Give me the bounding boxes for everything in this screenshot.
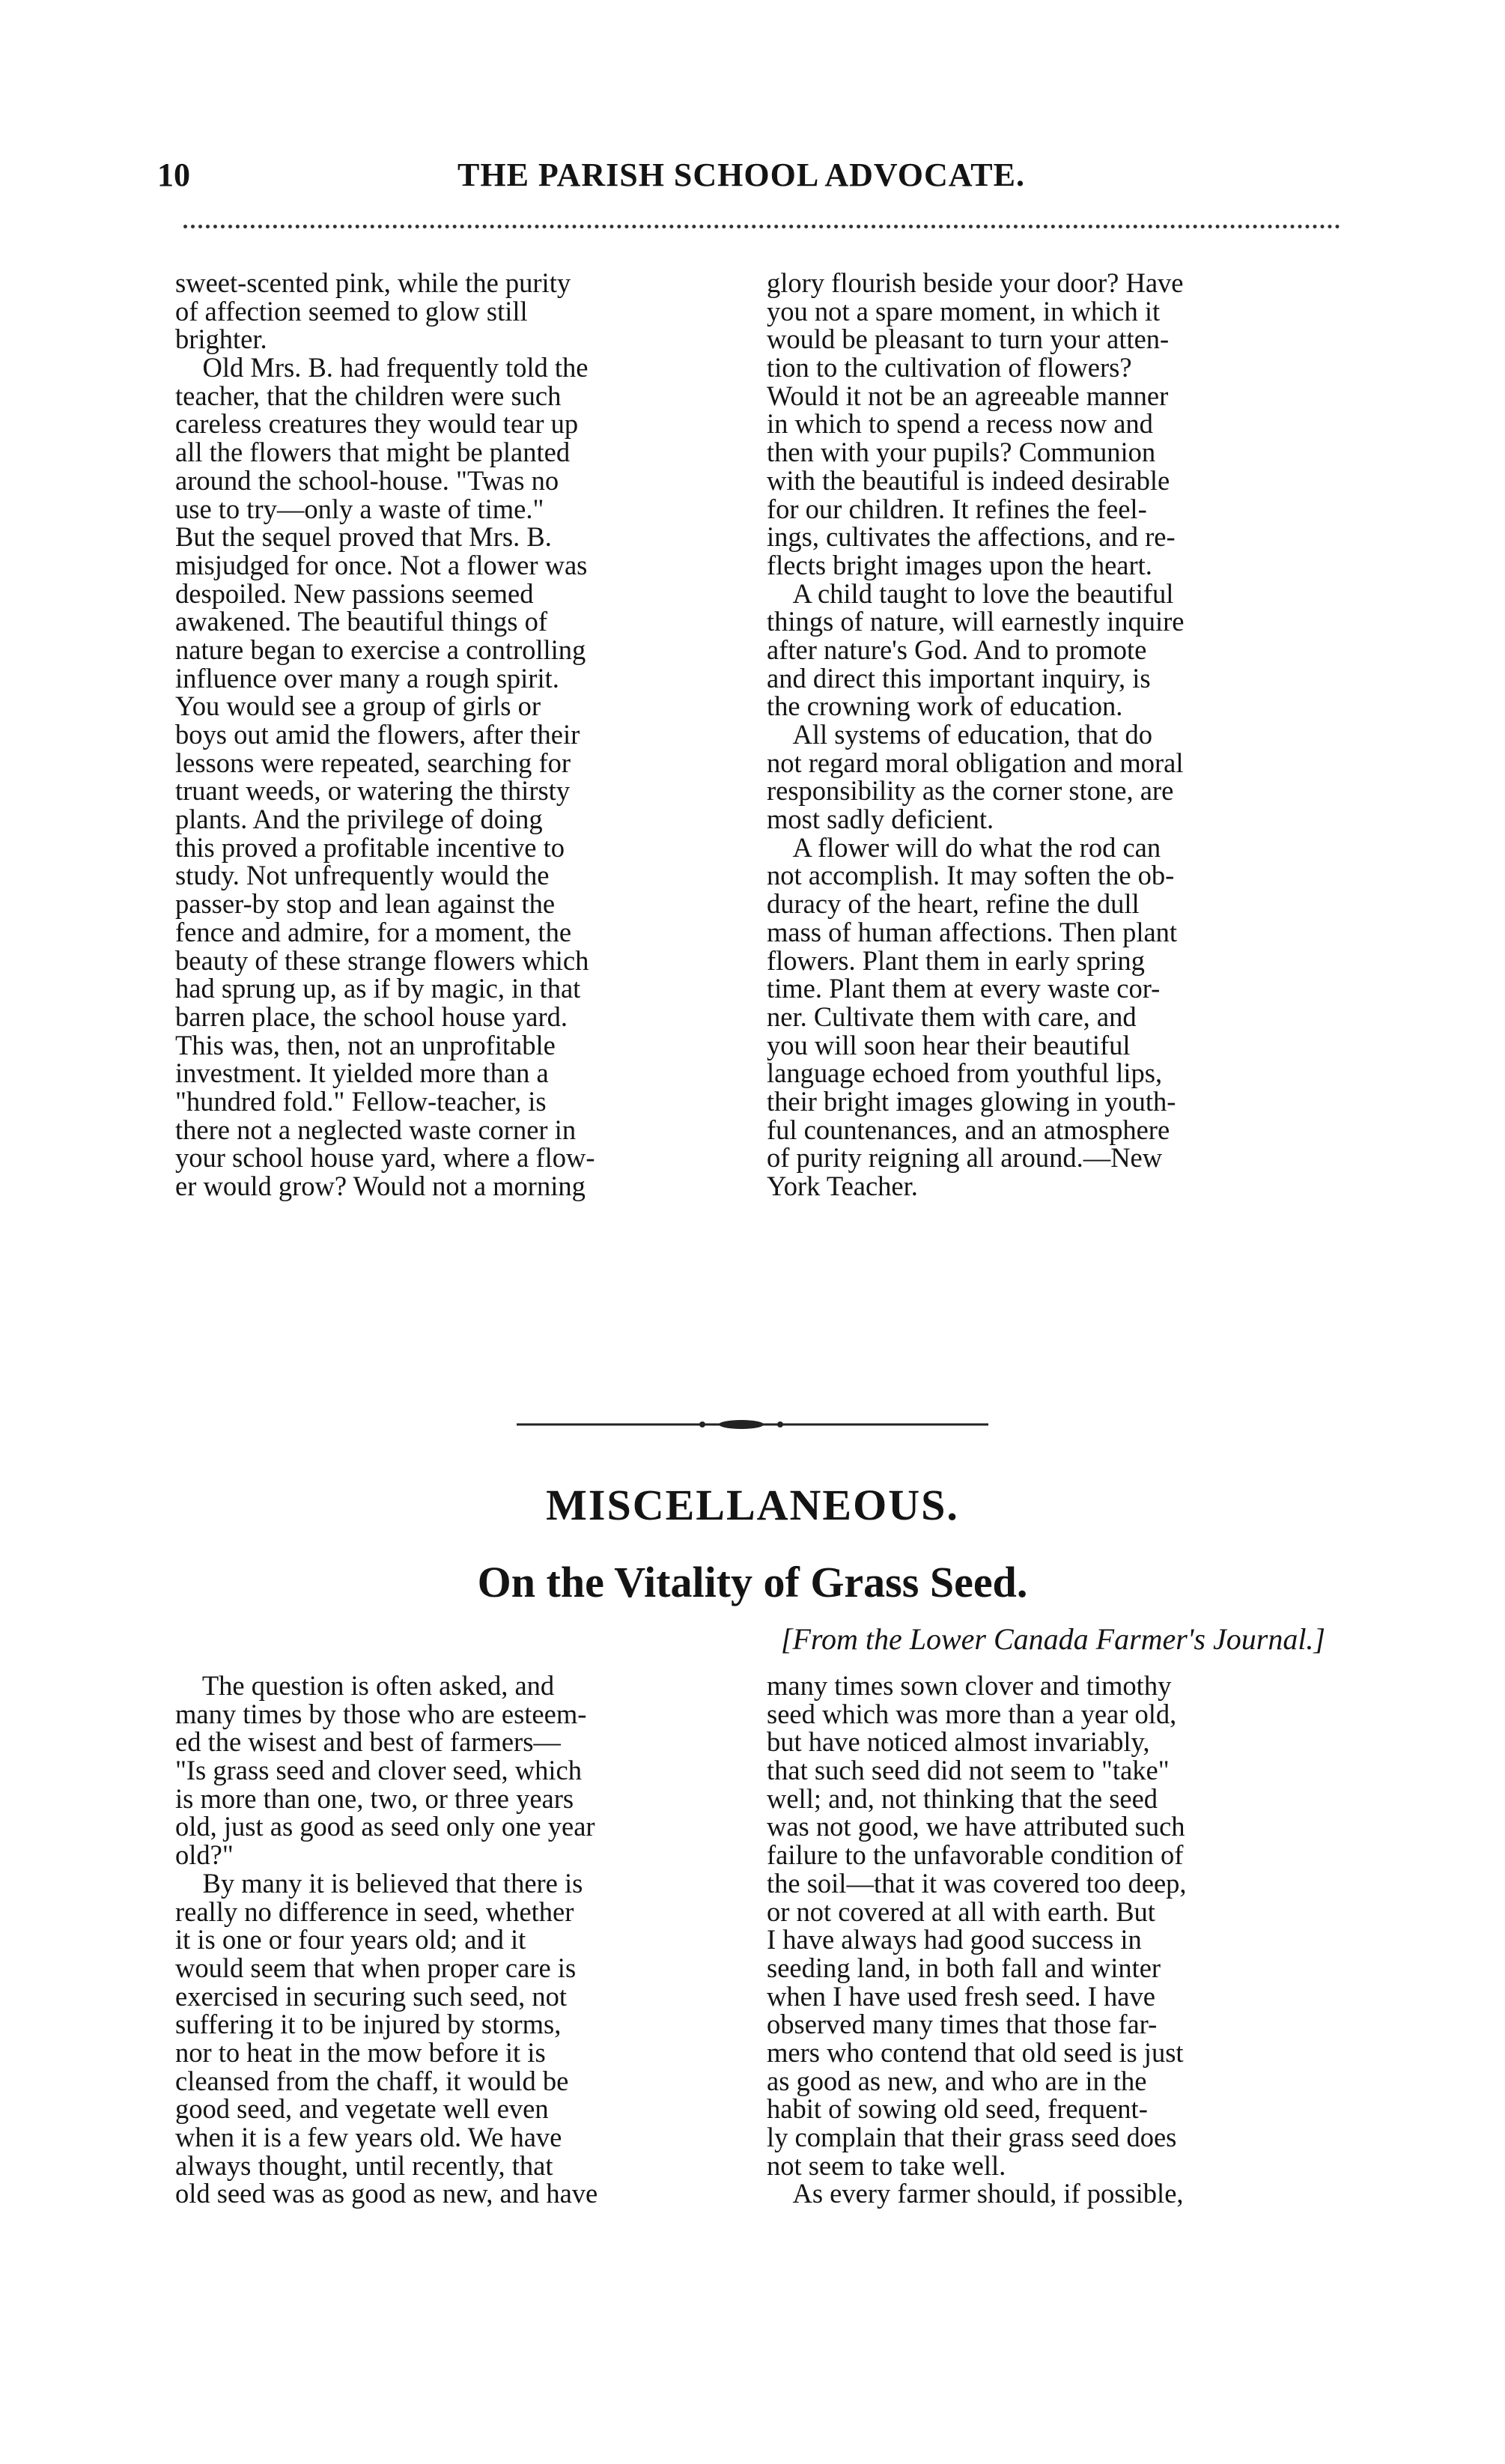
text-line: er would grow? Would not a morning (175, 1171, 586, 1201)
text-line: language echoed from youthful lips, (767, 1057, 1163, 1089)
text-line: always thought, until recently, that (175, 2149, 553, 2181)
section-heading: MISCELLANEOUS. (546, 1481, 959, 1529)
article-source: [From the Lower Canada Farmer's Journal.] (780, 1622, 1325, 1656)
page-number: 10 (157, 157, 190, 193)
text-line: You would see a group of girls or (175, 691, 541, 722)
text-line: beauty of these strange flowers which (175, 944, 589, 976)
text-line: or not covered at all with earth. But (767, 1896, 1155, 1927)
text-line: boys out amid the flowers, after their (175, 719, 580, 750)
text-line: exercised in securing such seed, not (175, 1980, 567, 2012)
text-line: ed the wisest and best of farmers— (175, 1726, 561, 1758)
text-line: not accomplish. It may soften the ob- (767, 860, 1175, 891)
text-line: "Is grass seed and clover seed, which (175, 1755, 582, 1786)
text-line: time. Plant them at every waste cor- (767, 973, 1161, 1004)
text-line: ful countenances, and an atmosphere (767, 1114, 1170, 1145)
text-line: A child taught to love the beautiful (767, 577, 1174, 609)
text-line: awakened. The beautiful things of (175, 606, 547, 637)
text-line: things of nature, will earnestly inquire (767, 606, 1185, 637)
text-line: really no difference in seed, whether (175, 1896, 574, 1927)
page-header (157, 156, 1325, 201)
text-line: not regard moral obligation and moral (767, 747, 1184, 778)
text-line: ly complain that their grass seed does (767, 2122, 1177, 2152)
text-line: This was, then, not an unprofitable (175, 1029, 556, 1060)
text-line: Old Mrs. B. had frequently told the (175, 352, 589, 383)
text-line: well; and, not thinking that the seed (767, 1782, 1158, 1814)
text-line: study. Not unfrequently would the (175, 860, 550, 891)
text-line: brighter. (175, 324, 267, 355)
text-line: seed which was more than a year old, (767, 1698, 1177, 1729)
text-line: sweet-scented pink, while the purity (175, 267, 571, 298)
text-line: all the flowers that might be planted (175, 437, 571, 468)
text-line: then with your pupils? Communion (767, 437, 1156, 468)
text-line: that such seed did not seem to "take" (767, 1755, 1170, 1786)
text-line: I have always had good success in (767, 1924, 1142, 1955)
text-line: old, just as good as seed only one year (175, 1811, 595, 1842)
text-line: good seed, and vegetate well even (175, 2093, 549, 2125)
text-line: most sadly deficient. (767, 804, 994, 835)
text-line: observed many times that those far- (767, 2009, 1158, 2040)
text-line: responsibility as the corner stone, are (767, 775, 1174, 807)
text-line: All systems of education, that do (767, 719, 1152, 750)
text-line: flects bright images upon the heart. (767, 549, 1152, 580)
text-line: teacher, that the children were such (175, 380, 562, 411)
text-line: when I have used fresh seed. I have (767, 1980, 1155, 2012)
text-line: mers who contend that old seed is just (767, 2036, 1184, 2068)
text-line: when it is a few years old. We have (175, 2122, 562, 2152)
text-line: of purity reigning all around.—New (767, 1142, 1163, 1174)
text-line: in which to spend a recess now and (767, 408, 1153, 440)
text-line: this proved a profitable incentive to (175, 831, 565, 863)
text-line: your school house yard, where a flow- (175, 1142, 595, 1174)
text-line: Would it not be an agreeable manner (767, 380, 1169, 411)
text-line: habit of sowing old seed, frequent- (767, 2093, 1148, 2125)
text-line: nor to heat in the mow before it is (175, 2036, 546, 2068)
text-line: use to try—only a waste of time." (175, 493, 544, 524)
text-line: their bright images glowing in youth- (767, 1085, 1176, 1117)
text-line: not seem to take well. (767, 2149, 1006, 2181)
text-line: influence over many a rough spirit. (175, 662, 559, 694)
text-line: the crowning work of education. (767, 691, 1123, 722)
text-line: plants. And the privilege of doing (175, 804, 543, 835)
text-line: you not a spare moment, in which it (767, 295, 1161, 327)
text-line: was not good, we have attributed such (767, 1811, 1185, 1842)
text-line: fence and admire, for a moment, the (175, 916, 572, 947)
article-title: On the Vitality of Grass Seed. (477, 1558, 1028, 1606)
text-line: you will soon hear their beautiful (767, 1029, 1131, 1060)
text-line: would be pleasant to turn your atten- (767, 324, 1170, 355)
text-line: barren place, the school house yard. (175, 1001, 568, 1032)
text-line: many times by those who are esteem- (175, 1698, 587, 1729)
text-line: mass of human affections. Then plant (767, 916, 1178, 947)
text-line: careless creatures they would tear up (175, 408, 579, 440)
column-3 (175, 1672, 744, 2208)
text-line: as good as new, and who are in the (767, 2065, 1147, 2096)
text-line: had sprung up, as if by magic, in that (175, 973, 581, 1004)
text-line: But the sequel proved that Mrs. B. (175, 521, 552, 553)
text-line: suffering it to be injured by storms, (175, 2009, 562, 2040)
column-1 (175, 269, 744, 1201)
text-line: nature began to exercise a controlling (175, 634, 586, 665)
text-line: ings, cultivates the affections, and re- (767, 521, 1176, 553)
running-title: THE PARISH SCHOOL ADVOCATE. (457, 157, 1025, 193)
text-line: By many it is believed that there is (175, 1867, 583, 1899)
text-line: the soil—that it was covered too deep, (767, 1867, 1187, 1899)
text-line: old?" (175, 1839, 234, 1871)
text-line: investment. It yielded more than a (175, 1057, 549, 1089)
text-line: old seed was as good as new, and have (175, 2178, 598, 2209)
text-line: with the beautiful is indeed desirable (767, 464, 1170, 496)
column-4 (767, 1672, 1336, 2208)
text-line: duracy of the heart, refine the dull (767, 888, 1140, 920)
section-divider (517, 1417, 988, 1432)
text-line: ner. Cultivate them with care, and (767, 1001, 1137, 1032)
text-line: passer-by stop and lean against the (175, 888, 556, 920)
text-line: but have noticed almost invariably, (767, 1726, 1150, 1758)
text-line: for our children. It refines the feel- (767, 493, 1147, 524)
text-line: after nature's God. And to promote (767, 634, 1147, 665)
header-rule (183, 225, 1340, 228)
text-line: would seem that when proper care is (175, 1952, 577, 1983)
text-line: As every farmer should, if possible, (767, 2178, 1184, 2209)
text-line: of affection seemed to glow still (175, 295, 528, 327)
text-line: failure to the unfavorable condition of (767, 1839, 1184, 1871)
text-line: misjudged for once. Not a flower was (175, 549, 588, 580)
text-line: cleansed from the chaff, it would be (175, 2065, 569, 2096)
column-2 (767, 269, 1336, 1201)
text-line: there not a neglected waste corner in (175, 1114, 577, 1145)
text-line: it is one or four years old; and it (175, 1924, 526, 1955)
text-line: "hundred fold." Fellow-teacher, is (175, 1085, 547, 1117)
text-line: flowers. Plant them in early spring (767, 944, 1145, 976)
text-line: and direct this important inquiry, is (767, 662, 1151, 694)
text-line: around the school-house. "Twas no (175, 464, 559, 496)
text-line: The question is often asked, and (175, 1670, 555, 1701)
text-line: despoiled. New passions seemed (175, 577, 534, 609)
text-line: glory flourish beside your door? Have (767, 267, 1184, 298)
text-line: A flower will do what the rod can (767, 831, 1161, 863)
text-line: is more than one, two, or three years (175, 1782, 574, 1814)
text-line: York Teacher. (767, 1171, 918, 1201)
text-line: many times sown clover and timothy (767, 1670, 1172, 1701)
text-line: truant weeds, or watering the thirsty (175, 775, 571, 807)
text-line: lessons were repeated, searching for (175, 747, 571, 778)
text-line: tion to the cultivation of flowers? (767, 352, 1132, 383)
text-line: seeding land, in both fall and winter (767, 1952, 1161, 1983)
